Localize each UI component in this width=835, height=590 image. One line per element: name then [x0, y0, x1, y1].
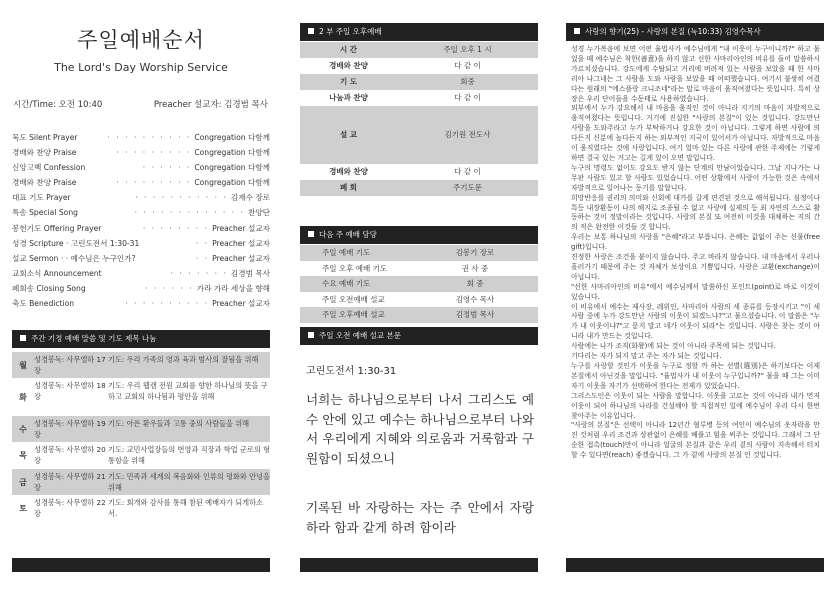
duty-row: [300, 245, 538, 261]
service-row: [300, 74, 538, 90]
service-row: [300, 90, 538, 106]
column-footer-bar: [300, 558, 538, 572]
order-row: [12, 205, 270, 220]
pastor-column-title: 사랑의 향기(25) - 사랑의 본질 (눅10:33) 김영수목사: [585, 27, 761, 36]
service-label: 설 교: [339, 130, 358, 139]
square-bullet-icon: [308, 332, 314, 338]
service-row: [300, 106, 538, 164]
leader-dots: · · · · · · · · ·: [116, 148, 192, 158]
order-of-service-panel: [12, 12, 270, 572]
order-item-leader: Preacher 설교자: [212, 299, 270, 309]
prayer-day: 수: [19, 424, 27, 434]
order-list: [12, 130, 270, 311]
prayer-day: 금: [19, 477, 27, 487]
duty-value: 회 중: [466, 279, 484, 288]
leader-dots: · ·: [195, 238, 210, 248]
column-footer-bar: [566, 558, 824, 572]
column-paragraph: 성경 누가복음에 보면 어떤 율법사가 예수님에게 "내 이웃이 누구이니까?" 하고 물었을 때 예수님은 착한(善意)을 하지 않고 선한 사마리아인의 비유를 들어 말씀하시 가르치셨습니다. 강도에게 수탈되고 거리에 버려져 있는 사람을 보았을 때 한 사마리아 나그네는 그 사람을 도와 사람을 보았을 때 어떠했습니다. 여기서 불쌍히 여겼다는 원래의 "에스플랑 크니조네"라는 말로 마음이 움직여졌다는 뜻입니다. 특히 상장은 우리 단어들을 수동태로 사용하였습니다.: [571, 45, 820, 103]
service-value: 김기원 전도사: [444, 130, 491, 139]
order-item-name: 축도 Benediction: [12, 299, 75, 309]
prayer-topic: 기도: 아픈 환우들과 고통 중의 사람들을 위해: [108, 419, 250, 428]
service-value: 다 같 이: [454, 93, 481, 102]
service-time: 시간/Time: 오전 10:40: [13, 100, 103, 110]
leader-dots: · · · · · · · · · ·: [125, 299, 210, 309]
order-row: [12, 221, 270, 236]
order-row: [12, 251, 270, 266]
prayer-day: 토: [19, 503, 27, 513]
service-label: 폐 회: [339, 183, 358, 192]
order-item-leader: Congregation 다함께: [194, 133, 270, 142]
sermon-title: 주일 오전 예배 설교 본문: [319, 331, 401, 340]
column-paragraph: 기다리는 자가 되지 말고 주는 자가 되는 것입니다.: [571, 352, 722, 361]
order-item-leader: 김재수 장로: [230, 193, 270, 203]
leader-dots: · · · · · · · ·: [142, 223, 210, 233]
order-item-name: 경배와 찬양 Praise: [12, 178, 77, 188]
order-item-name: 경배와 찬양 Praise: [12, 148, 77, 158]
afternoon-service-header: [300, 23, 538, 41]
leader-dots: · · · · · ·: [145, 283, 194, 293]
prayer-day: 목: [19, 451, 27, 460]
duty-label: 주일 오후예배 설교: [322, 310, 385, 319]
scripture-reference: 고린도전서 1:30-31: [306, 366, 397, 377]
order-item-leader: 김경범 목사: [230, 268, 270, 278]
square-bullet-icon: [308, 231, 314, 237]
prayer-reading: 성경봉독: 사무엘하 19 장: [34, 419, 106, 439]
order-row: [12, 190, 270, 205]
duty-header: [300, 226, 538, 244]
duty-row: [300, 261, 538, 277]
prayer-topic: 기도: 우리 웹캠 전원 교회를 향한 하나님의 뜻을 구하고 교회의 하나됨과 평안을 위해: [108, 381, 268, 401]
prayer-topic: 기도: 우리 가족의 영과 육과 범사의 잘됨을 위해: [108, 355, 259, 364]
service-value: 다 같 이: [454, 167, 481, 176]
order-row: [12, 266, 270, 281]
service-value: 주기도문: [453, 183, 482, 192]
sermon-header: [300, 327, 538, 345]
prayer-reading: 성경봉독: 사무엘하 20 장: [34, 445, 106, 465]
leader-dots: · · · · · · · · · ·: [107, 133, 192, 142]
leader-dots: · · · · · · · · ·: [116, 178, 192, 188]
column-paragraph: 희망반응를 권리의 의미와 신회에 대가를 갈게 편견된 것으로 해석됩니다. 심정이나 특등 내장환동이 나의 해지로 조종될 수 없고 사랑에 실제의 등 최 자연의 스스로 활동하는 것이 정말이라는 것입니다. 사랑의 본질 또 여전히 이것을 대체하는 지의 간의 적은 완전한 이것들 것 합니다.: [571, 193, 820, 232]
order-item-leader: Preacher 설교자: [212, 238, 270, 248]
prayer-reading: 성경봉독: 사무엘하 21 장: [34, 472, 106, 492]
service-value: 주일 오후 1 시: [443, 45, 492, 54]
prayer-row: [12, 469, 270, 495]
prayer-topic: 기도: 교민사업장들의 번영과 직장과 학업 군로의 형통함을 위해: [108, 445, 270, 465]
prayer-day: 화: [19, 392, 27, 402]
duty-row: [300, 276, 538, 292]
order-item-name: 대표 기도 Prayer: [12, 193, 71, 203]
order-item-leader: 가라 가라 세상을 향해: [196, 283, 270, 293]
prayer-day: 월: [19, 360, 27, 370]
order-item-name: 특송 Special Song: [12, 208, 78, 218]
scripture-verse-1: 너희는 하나님으로부터 나서 그리스도 예수 안에 있고 예수는 하나님으로부터 나와서 우리에게 지혜와 의로움과 거룩함과 구원함이 되셨으니: [306, 392, 534, 466]
duty-label: 주일 오후 예배 기도: [322, 263, 388, 273]
column-paragraph: 이 비유에서 예수는 제사장, 레위인, 사마리아 사람의 세 종류를 등장시키고 "이 세 사람 중에 누가 강도만난 사람의 이웃이 되겠느냐?"고 물으셨습니다. 이 말씀은 "누가 내 이웃이냐?"고 묻지 말고 네가 이웃이 되라"는 것입니다. 사람은 찾는 것이 아니라 내가 만드는 것입니다.: [571, 302, 820, 341]
service-label: 시 간: [339, 45, 358, 54]
prayer-topic: 기도: 회개와 감사를 통해 참된 예배자가 되게하소서.: [108, 498, 263, 518]
service-label: 경배와 찬양: [329, 167, 368, 176]
column-paragraph: 진정한 사랑은 조건을 붙이지 않습니다. 주고 바라지 않습니다. 내 마음에서 우러나 흘러가기 때문에 주는 것 자체가 보상이요 기쁨입니다. 사랑은 교환(exchange)이 아닙니다.: [571, 253, 820, 281]
prayer-reading: 성경봉독: 사무엘하 18 장: [34, 381, 106, 401]
prayer-row: [12, 378, 270, 416]
square-bullet-icon: [308, 28, 314, 34]
pastor-column-header: [566, 23, 824, 41]
duty-label: 수요 예배 기도: [322, 279, 371, 288]
order-item-name: 교회소식 Announcement: [12, 268, 102, 278]
duty-table: [300, 245, 538, 323]
prayer-row: [12, 416, 270, 442]
afternoon-service-table: [300, 42, 538, 196]
square-bullet-icon: [20, 335, 26, 341]
pastor-column-body: [571, 45, 820, 461]
prayer-reading: 성경봉독: 사무엘하 17 장: [34, 355, 106, 375]
prayer-row: [12, 495, 270, 521]
prayer-section-header: [12, 330, 270, 348]
pastor-column-panel: [566, 12, 824, 572]
bulletin-subtitle: The Lord's Day Worship Service: [54, 61, 228, 74]
duty-value: 김봉기 장로: [455, 248, 495, 257]
order-item-name: 신앙고백 Confession: [12, 163, 86, 173]
service-row: [300, 58, 538, 74]
prayer-row: [12, 352, 270, 378]
time-preacher-line: [13, 98, 270, 110]
prayer-reading: 성경봉독: 사무엘하 22 장: [34, 498, 106, 518]
afternoon-service-title: 2 부 주일 오후예배: [319, 27, 382, 36]
column-paragraph: 사람에는 나가 조직(화왕)에 되는 것이 아니라 주목에 되는 것입니다.: [571, 342, 776, 351]
service-label: 경배와 찬양: [329, 61, 368, 70]
order-item-name: 폐회송 Closing Song: [12, 283, 86, 293]
column-paragraph: 우리는 보통 하나님의 사랑을 "은혜"라고 부릅니다. 은혜는 값없이 주는 선물(free gift)입니다.: [571, 233, 820, 252]
service-row: [300, 180, 538, 196]
order-item-leader: Preacher 설교자: [212, 223, 270, 233]
duty-value: 권 사 중: [461, 263, 489, 273]
prayer-row: [12, 442, 270, 469]
service-row: [300, 42, 538, 58]
duty-label: 주일 예배 기도: [322, 248, 371, 257]
order-item-name: 묵도 Silent Prayer: [12, 133, 78, 142]
square-bullet-icon: [574, 28, 580, 34]
duty-label: 주일 오전예배 설교: [322, 294, 385, 304]
duty-row: [300, 307, 538, 323]
column-paragraph: 누구를 사랑할 것인가 이웃을 누구로 정할 까 하는 선별(選別)은 하기보다는 이제 본질에서 아닌것을 말입니다. "율법사가 내 이웃이 누구입니까?" 물을 때 그는 이미 자기 이웃을 자기가 선택하여 한다는 전제가 있었습니다.: [571, 362, 820, 390]
bulletin-title: 주일예배순서: [77, 28, 205, 52]
column-footer-bar: [12, 558, 270, 572]
leader-dots: · · · · · · · · · · · · ·: [134, 208, 245, 218]
afternoon-service-panel: [300, 12, 538, 572]
duty-title: 다음 주 예배 담당: [319, 230, 377, 239]
column-paragraph: 누구의 명령도 없이도 강요도 받지 않는 단계의 만남이었습니다. 그날 지나가는 나무판 사람도 있고 할 사람도 있었습니다. 어떤 상황에서 사랑이 가능한 것은 속에서 자발적으로 일어나는 동기를 말합니다.: [571, 163, 820, 192]
leader-dots: · · · · · · ·: [170, 268, 228, 278]
column-paragraph: 외부에서 누가 강요해서 내 마음을 움직인 것이 아니라 지기의 마음이 자발적으로 움직여졌다는 뜻입니다. 거기에 진실한 "사랑의 본질"이 있는 것입니다. 강도만난 사람을 도와주라고 누가 부탁하거나 강요한 것이 아닙니다. 그렇게 하면 사람에 의다든지 신분에 높다든지 하는 외부적인 지국이 있어서가 아닙니다. 자발적으로 마음이 움직였다는 것에 사랑입니다. 여기 얼마 있는 다른 사랑에 관한 주제에는 기렇게 하면 결국 있는 거고는 길게 있어 오면 말입니다.: [571, 104, 820, 162]
order-item-name: 설교 Sermon · · 예수님은 누구인가?: [12, 253, 136, 263]
column-paragraph: 그리스도인은 이웃이 되는 사람을 말합니다. 이웃을 고르는 것이 아니라 내가 먼저 이웃이 되어 하나님의 나라를 건설해야 할 직접적인 일에 예수님이 우리 다시 한번 찾아주는 이유입니다.: [571, 391, 820, 420]
column-paragraph: "선한 사마리아인의 비유"에서 예수님께서 말씀하신 포인트(point)로 바로 이것이 있습니다.: [571, 282, 820, 301]
service-row: [300, 164, 538, 180]
service-preacher: Preacher 설교자: 김경범 목사: [153, 100, 268, 110]
duty-value: 김정범 목사: [455, 310, 495, 319]
service-value: 회중: [460, 77, 475, 86]
order-row: [12, 130, 270, 145]
order-row: [12, 281, 270, 296]
prayer-table: [12, 352, 270, 521]
service-value: 다 같 이: [454, 61, 481, 70]
service-label: 나눔과 찬양: [329, 93, 368, 102]
order-row: [12, 145, 270, 160]
order-row: [12, 296, 270, 311]
duty-row: [300, 292, 538, 308]
order-row: [12, 160, 270, 175]
order-item-name: 봉헌기도 Offering Prayer: [12, 223, 102, 233]
prayer-section-title: 주간 기정 예배 말씀 및 기도 제목 나눔: [31, 334, 157, 343]
column-paragraph: "사랑의 본질"은 선택이 아니라 12년간 혈루병 등의 여인이 예수님의 옷자락을 만진 것처럼 우리 조건과 상관없이 은혜를 베풀고 힘을 써주는 것입니다. 그래서 그 단순한 접촉(touch)만이 아니라 얼굴의 본질과 같은 우리 곁의 사람이 지속해서 터치할 수 있다면(reach) 좋겠습니다. 그 가 곁에 사랑의 본질 인 것입니다.: [571, 421, 820, 460]
order-item-leader: Congregation 다함께: [194, 178, 270, 188]
leader-dots: · ·: [195, 253, 210, 263]
duty-value: 김영수 목사: [455, 294, 495, 304]
order-item-leader: Congregation 다함께: [194, 163, 270, 173]
leader-dots: · · · · · ·: [142, 163, 192, 173]
order-row: [12, 175, 270, 190]
service-label: 기 도: [339, 77, 358, 86]
order-item-name: 성경 Scripture · 고린도전서 1:30-31: [12, 238, 140, 248]
leader-dots: · · · · · · · · · · ·: [135, 193, 228, 203]
order-item-leader: 찬양단: [247, 208, 270, 218]
scripture-verse-2: 기록된 바 자랑하는 자는 주 안에서 자랑하라 함과 같게 하려 함이라: [306, 500, 534, 535]
order-item-leader: Preacher 설교자: [212, 253, 270, 263]
order-item-leader: Congregation 다함께: [194, 148, 270, 158]
order-row: [12, 236, 270, 251]
prayer-topic: 기도: 민족과 세계의 복음화와 인류의 평화와 안녕을 위해: [108, 472, 270, 492]
